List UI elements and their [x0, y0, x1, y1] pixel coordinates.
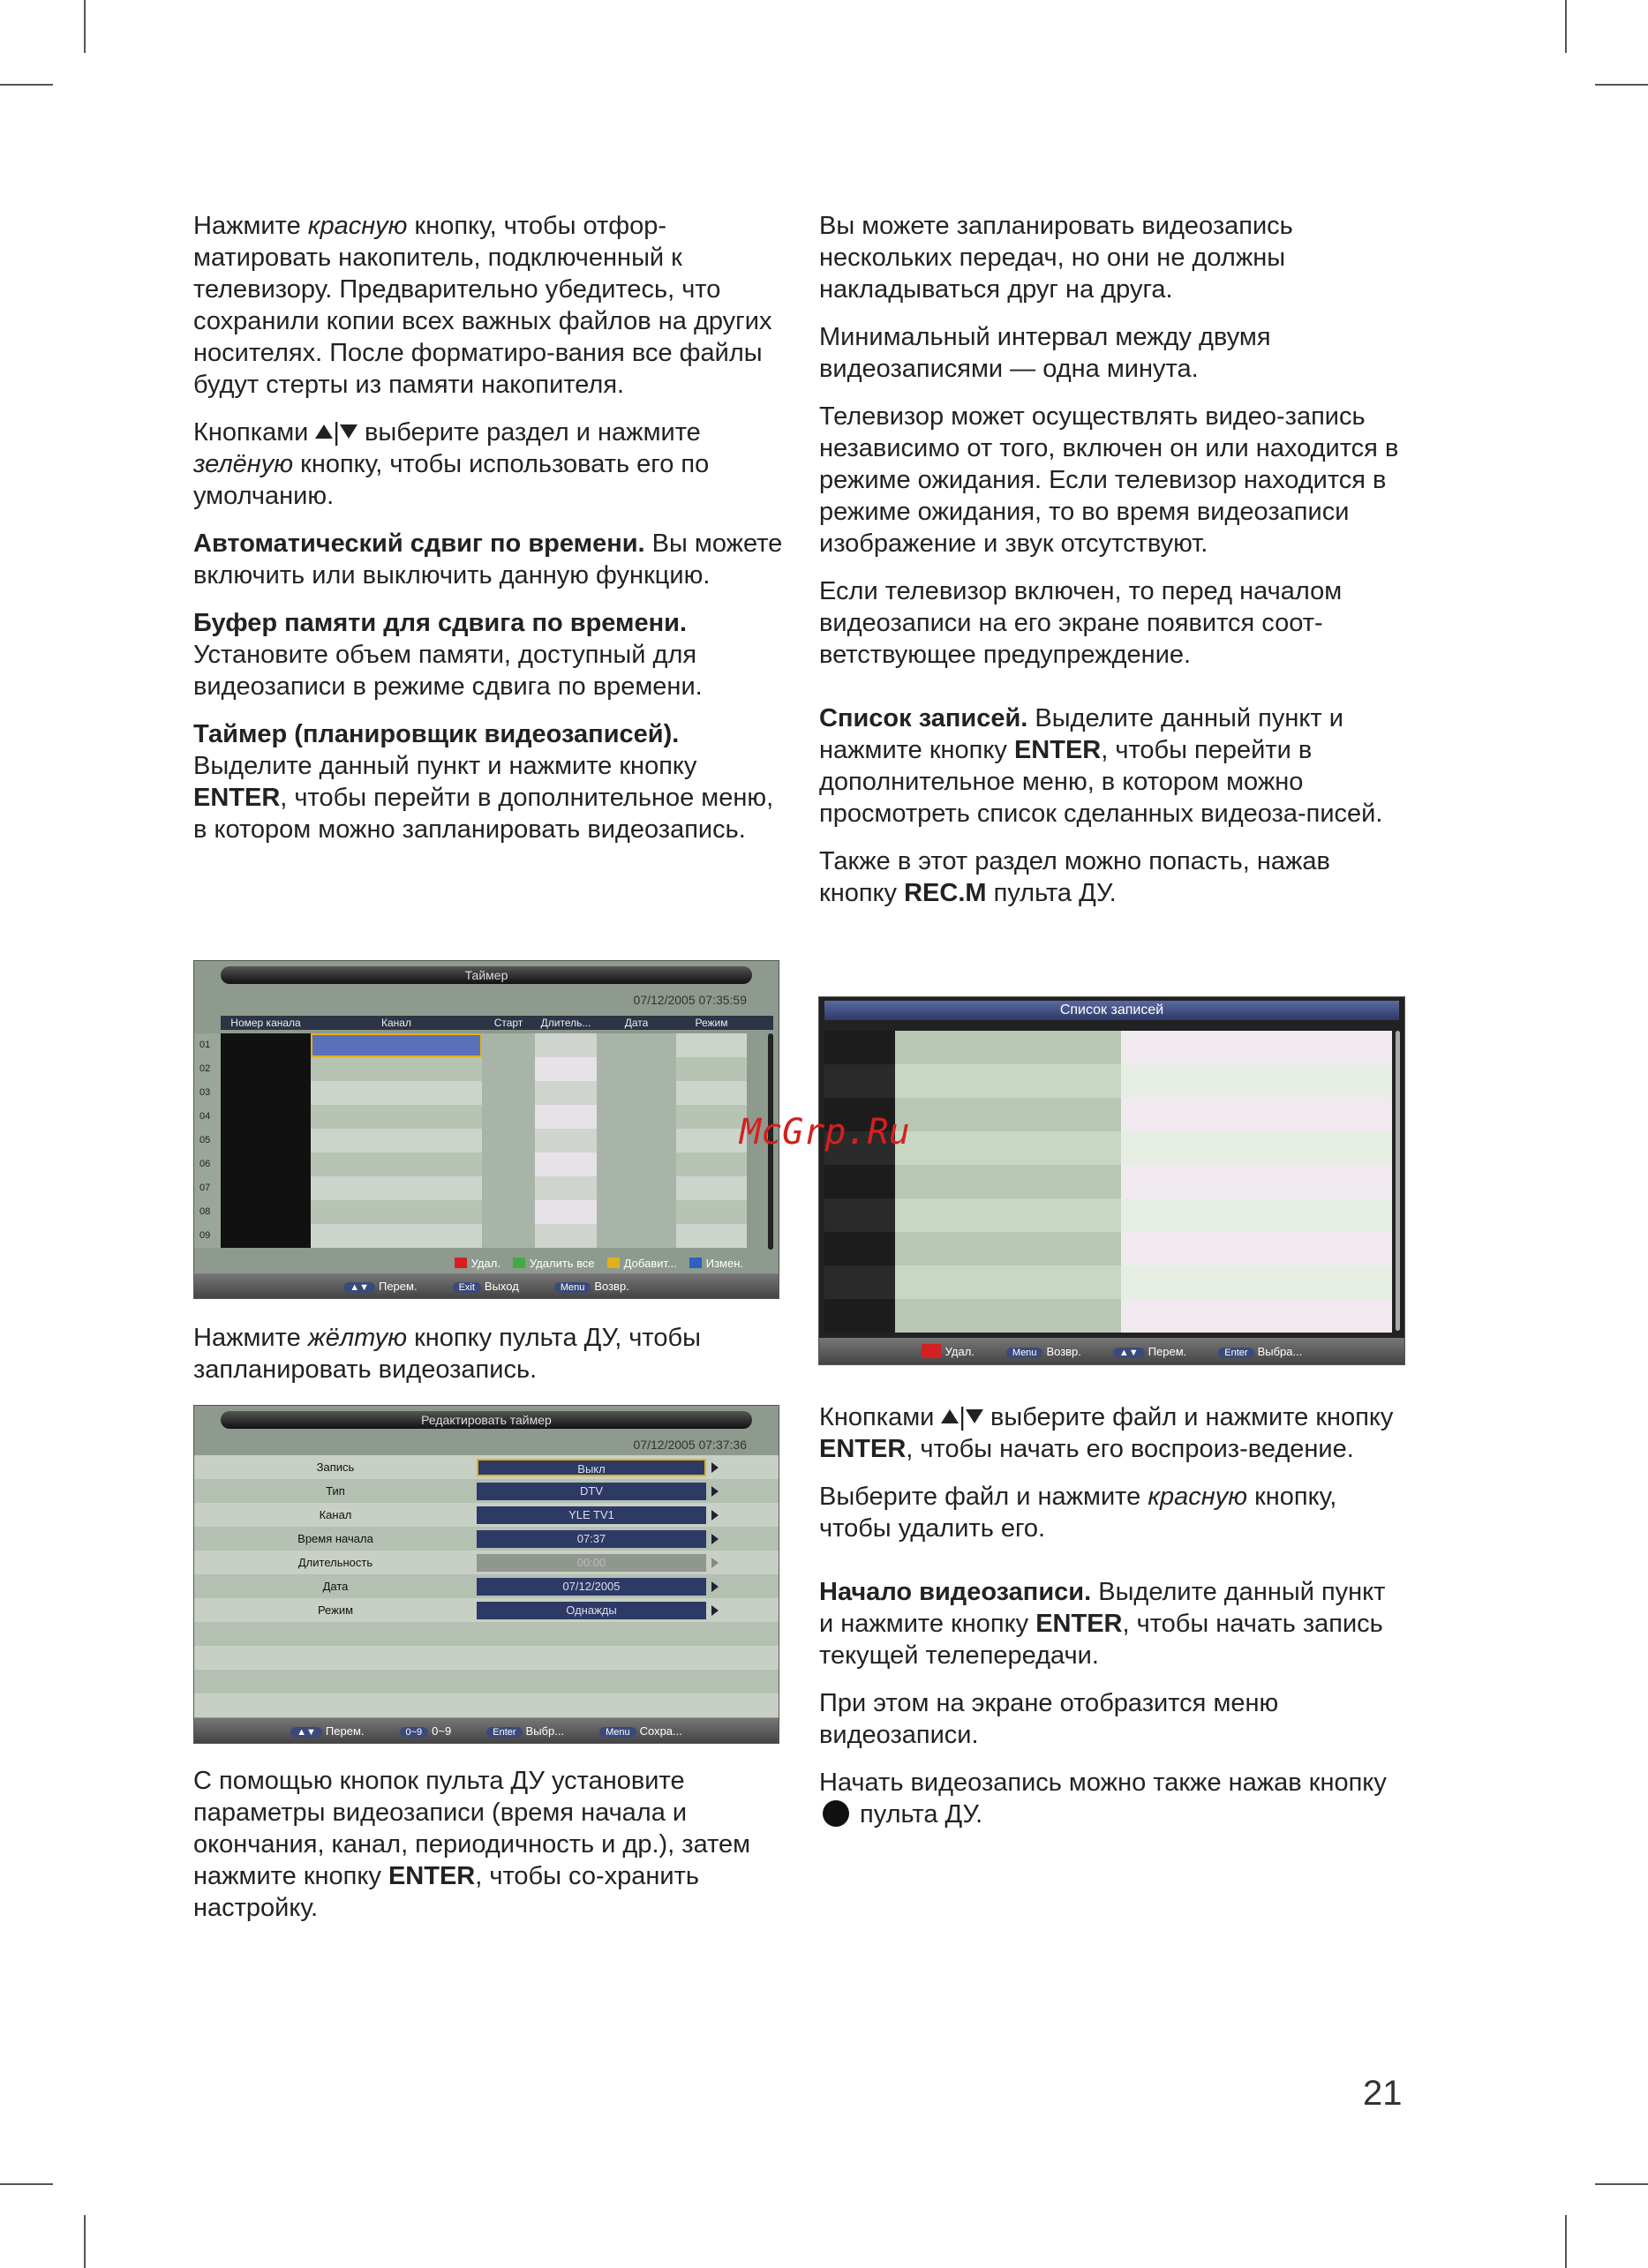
table-cell	[482, 1129, 535, 1153]
field-value[interactable]: 07/12/2005	[477, 1578, 706, 1596]
crop-mark	[84, 0, 86, 53]
paragraph-timeshift: Автоматический сдвиг по времени. Вы можете включить или выключить данную функцию.	[193, 529, 783, 590]
crop-mark	[1565, 2215, 1567, 2268]
chevron-right-icon[interactable]	[711, 1510, 719, 1521]
table-cell	[535, 1057, 597, 1081]
table-cell	[597, 1224, 676, 1248]
list-item[interactable]	[824, 1031, 1392, 1064]
list-cell-index	[824, 1232, 895, 1265]
list-cell-name	[895, 1031, 1121, 1064]
table-cell	[597, 1176, 676, 1200]
table-cell	[597, 1153, 676, 1176]
table-cell	[311, 1057, 482, 1081]
field-label: Режим	[317, 1603, 354, 1617]
table-cell	[482, 1033, 535, 1057]
field-label: Дата	[322, 1580, 349, 1593]
field-label: Тип	[326, 1484, 345, 1498]
row-number: 06	[194, 1153, 221, 1176]
list-cell-info	[1121, 1131, 1392, 1165]
legend-item[interactable]: Удал.	[455, 1257, 500, 1270]
list-cell-info	[1121, 1198, 1392, 1232]
table-cell	[535, 1129, 597, 1153]
field-label: Длительность	[297, 1556, 373, 1569]
chevron-right-icon[interactable]	[711, 1534, 719, 1544]
field-label: Запись	[316, 1461, 355, 1474]
table-cell	[311, 1033, 482, 1057]
table-cell	[535, 1081, 597, 1105]
edit-timer-screenshot	[193, 1405, 779, 1744]
column-header: Дата	[624, 1017, 649, 1029]
paragraph-multiple: Вы можете запланировать видеозапись нескольких передач, но они не должны накладываться друг на друга.	[819, 212, 1293, 304]
paragraph-standby: Телевизор может осуществлять видео-запись независимо от того, включен он или находится в режиме ожидания. Если телевизор находится в режиме ожидания, то во время видеозаписи изображение и звук отсутствуют.	[819, 402, 1399, 558]
paragraph-warning: Если телевизор включен, то перед началом видеозаписи на его экране появится соот-ветствующее предупреждение.	[819, 577, 1343, 669]
paragraph-buffer: Буфер памяти для сдвига по времени. Установите объем памяти, доступный для видеозаписи в режиме сдвига по времени.	[193, 609, 703, 701]
list-item[interactable]	[824, 1165, 1392, 1198]
table-cell	[535, 1153, 597, 1176]
edit-datetime: 07/12/2005 07:37:36	[633, 1438, 747, 1452]
list-item[interactable]	[824, 1198, 1392, 1232]
list-cell-index	[824, 1031, 895, 1064]
table-cell	[597, 1200, 676, 1224]
table-cell	[535, 1176, 597, 1200]
table-cell	[482, 1224, 535, 1248]
crop-mark	[0, 84, 53, 86]
edit-field-row[interactable]	[194, 1455, 779, 1479]
timer-header-row	[221, 1016, 773, 1030]
legend-item[interactable]: Измен.	[689, 1257, 743, 1270]
list-cell-name	[895, 1299, 1121, 1333]
table-cell	[676, 1224, 747, 1248]
timer-row[interactable]	[194, 1129, 766, 1153]
table-cell	[482, 1105, 535, 1129]
table-cell	[676, 1057, 747, 1081]
list-cell-name	[895, 1232, 1121, 1265]
list-cell-index	[824, 1265, 895, 1299]
table-cell	[535, 1224, 597, 1248]
edit-field-row[interactable]	[194, 1503, 779, 1527]
row-number: 01	[194, 1033, 221, 1057]
left-column	[193, 210, 785, 861]
field-value[interactable]: DTV	[477, 1483, 706, 1500]
column-header: Старт	[493, 1017, 523, 1029]
list-item[interactable]	[824, 1265, 1392, 1299]
crop-mark	[84, 2215, 86, 2268]
edit-field-row[interactable]	[194, 1527, 779, 1551]
list-rows	[824, 1031, 1392, 1333]
watermark: McGrp.Ru	[740, 1112, 910, 1153]
list-cell-name	[895, 1198, 1121, 1232]
right-column	[819, 210, 1402, 925]
edit-field-row[interactable]	[194, 1551, 779, 1574]
timer-row[interactable]	[194, 1057, 766, 1081]
left-column-bottom	[193, 1765, 785, 1940]
arrow-down-icon	[340, 424, 357, 439]
paragraph-yellow: Нажмите жёлтую кнопку пульта ДУ, чтобы запланировать видеозапись.	[193, 1324, 701, 1384]
paragraph-params: С помощью кнопок пульта ДУ установите параметры видеозаписи (время начала и окончания, канал, периодичность и др.), затем нажмите кнопку ENTER, чтобы со-хранить настройку.	[193, 1767, 751, 1922]
field-value[interactable]: 00:00	[477, 1554, 706, 1572]
table-cell	[221, 1081, 311, 1105]
timer-legend	[455, 1257, 743, 1270]
table-cell	[482, 1081, 535, 1105]
table-cell	[676, 1176, 747, 1200]
arrow-up-icon	[315, 424, 333, 439]
table-cell	[482, 1153, 535, 1176]
list-cell-index	[824, 1299, 895, 1333]
list-scrollbar[interactable]	[1396, 1031, 1400, 1331]
nav-item[interactable]: Enter Выбра...	[1218, 1345, 1302, 1358]
paragraph-interval: Минимальный интервал между двумя видеозаписями — одна минута.	[819, 323, 1271, 383]
crop-mark	[1565, 0, 1567, 53]
table-cell	[676, 1105, 747, 1129]
column-header: Длитель...	[540, 1017, 591, 1029]
list-cell-name	[895, 1165, 1121, 1198]
table-cell	[597, 1033, 676, 1057]
list-item[interactable]	[824, 1064, 1392, 1098]
table-cell	[676, 1153, 747, 1176]
nav-item[interactable]: ▲▼ Перем.	[290, 1724, 364, 1738]
row-number: 04	[194, 1105, 221, 1129]
table-cell	[676, 1033, 747, 1057]
table-cell	[482, 1057, 535, 1081]
edit-field-row[interactable]	[194, 1574, 779, 1598]
table-cell	[221, 1033, 311, 1057]
timer-row[interactable]	[194, 1105, 766, 1129]
list-cell-index	[824, 1064, 895, 1098]
timer-row[interactable]	[194, 1153, 766, 1176]
list-cell-name	[895, 1098, 1121, 1131]
timer-navbar	[194, 1273, 779, 1298]
timer-row[interactable]	[194, 1224, 766, 1248]
timer-screenshot	[193, 960, 779, 1299]
list-cell-info	[1121, 1098, 1392, 1131]
page-number: 21	[1363, 2074, 1403, 2113]
chevron-right-icon[interactable]	[711, 1462, 719, 1473]
list-cell-name	[895, 1064, 1121, 1098]
table-cell	[311, 1153, 482, 1176]
list-cell-info	[1121, 1165, 1392, 1198]
edit-field-row[interactable]	[194, 1598, 779, 1622]
table-cell	[311, 1176, 482, 1200]
nav-item[interactable]: Enter Выбр...	[486, 1724, 564, 1738]
field-value[interactable]: Однажды	[477, 1602, 706, 1619]
paragraph-recm: Также в этот раздел можно попасть, нажав кнопку REC.M пульта ДУ.	[819, 847, 1330, 907]
list-cell-name	[895, 1265, 1121, 1299]
table-cell	[676, 1200, 747, 1224]
chevron-right-icon[interactable]	[711, 1558, 719, 1568]
row-number: 09	[194, 1224, 221, 1248]
column-header: Режим	[695, 1017, 728, 1029]
paragraph-select-default: Кнопками | выберите раздел и нажмите зелёную кнопку, чтобы использовать его по умолчанию.	[193, 418, 710, 510]
table-cell	[311, 1081, 482, 1105]
crop-mark	[1595, 2183, 1648, 2185]
list-cell-info	[1121, 1031, 1392, 1064]
edit-navbar	[194, 1718, 779, 1743]
list-cell-name	[895, 1131, 1121, 1165]
column-header: Канал	[381, 1017, 411, 1029]
paragraph-delete: Выберите файл и нажмите красную кнопку, чтобы удалить его.	[819, 1483, 1337, 1543]
paragraph-record-menu: При этом на экране отобразится меню видеозаписи.	[819, 1689, 1279, 1749]
timer-row[interactable]	[194, 1200, 766, 1224]
list-navbar	[819, 1338, 1404, 1364]
table-cell	[311, 1105, 482, 1129]
list-title: Список записей	[824, 1001, 1399, 1020]
list-cell-info	[1121, 1299, 1392, 1333]
edit-rows	[194, 1455, 779, 1717]
field-label: Время начала	[297, 1532, 373, 1545]
list-cell-info	[1121, 1265, 1392, 1299]
row-number: 05	[194, 1129, 221, 1153]
table-cell	[221, 1200, 311, 1224]
edit-empty-row	[194, 1646, 779, 1670]
timer-datetime: 07/12/2005 07:35:59	[633, 993, 747, 1007]
field-label: Канал	[319, 1508, 352, 1521]
paragraph-record-button: Начать видеозапись можно также нажав кнопку пульта ДУ.	[819, 1769, 1387, 1829]
paragraph-play: Кнопками | выберите файл и нажмите кнопку ENTER, чтобы начать его воспроиз-ведение.	[819, 1403, 1394, 1463]
field-value[interactable]: YLE TV1	[477, 1506, 706, 1524]
legend-item[interactable]: Добавит...	[607, 1257, 677, 1270]
nav-item[interactable]: Menu Возвр.	[1006, 1345, 1081, 1358]
table-cell	[482, 1200, 535, 1224]
nav-item[interactable]: ▲▼ Перем.	[1113, 1345, 1186, 1358]
record-button-icon	[823, 1800, 849, 1827]
timer-row[interactable]	[194, 1081, 766, 1105]
chevron-right-icon[interactable]	[711, 1605, 719, 1616]
list-cell-info	[1121, 1064, 1392, 1098]
nav-item[interactable]: Exit Выход	[453, 1280, 519, 1293]
right-column-bottom	[819, 1401, 1402, 1846]
edit-empty-row	[194, 1693, 779, 1717]
table-cell	[535, 1105, 597, 1129]
paragraph-format: Нажмите красную кнопку, чтобы отфор-матировать накопитель, подключенный к телевизору. Предварительно убедитесь, что сохранили копии всех важных файлов на других носителях. После форматиро-вания все файлы будут стерты из памяти накопителя.	[193, 212, 772, 399]
table-cell	[221, 1057, 311, 1081]
table-cell	[311, 1200, 482, 1224]
field-value[interactable]: 07:37	[477, 1530, 706, 1548]
paragraph-timer: Таймер (планировщик видеозаписей). Выделите данный пункт и нажмите кнопку ENTER, чтобы перейти в дополнительное меню, в котором можно запланировать видеозапись.	[193, 720, 774, 844]
edit-title: Редактировать таймер	[221, 1411, 752, 1429]
nav-item[interactable]: Menu Сохра...	[599, 1724, 682, 1738]
table-cell	[311, 1129, 482, 1153]
arrow-down-icon	[966, 1409, 983, 1423]
table-cell	[535, 1033, 597, 1057]
timer-row[interactable]	[194, 1033, 766, 1057]
timer-row[interactable]	[194, 1176, 766, 1200]
table-cell	[597, 1081, 676, 1105]
list-cell-index	[824, 1198, 895, 1232]
crop-mark	[0, 2183, 53, 2185]
table-cell	[221, 1153, 311, 1176]
row-number: 02	[194, 1057, 221, 1081]
chevron-right-icon[interactable]	[711, 1581, 719, 1592]
row-number: 03	[194, 1081, 221, 1105]
row-number: 08	[194, 1200, 221, 1224]
timer-rows	[194, 1033, 766, 1248]
table-cell	[676, 1081, 747, 1105]
paragraph-start-record: Начало видеозаписи. Выделите данный пункт и нажмите кнопку ENTER, чтобы начать запись текущей телепередачи.	[819, 1578, 1386, 1670]
table-cell	[597, 1129, 676, 1153]
nav-item[interactable]: 0~9 0~9	[400, 1724, 452, 1738]
arrow-up-icon	[941, 1409, 959, 1423]
chevron-right-icon[interactable]	[711, 1486, 719, 1497]
table-cell	[676, 1129, 747, 1153]
record-list-screenshot	[818, 996, 1405, 1365]
timer-title: Таймер	[221, 966, 752, 984]
paragraph-record-list: Список записей. Выделите данный пункт и нажмите кнопку ENTER, чтобы перейти в дополнительное меню, в котором можно просмотреть список сделанных видеоза-писей.	[819, 704, 1383, 828]
list-item[interactable]	[824, 1299, 1392, 1333]
table-cell	[535, 1200, 597, 1224]
nav-item[interactable]: Удал.	[922, 1344, 975, 1358]
column-header: Номер канала	[230, 1017, 301, 1029]
legend-item[interactable]: Удалить все	[513, 1257, 595, 1270]
edit-empty-row	[194, 1622, 779, 1646]
list-item[interactable]	[824, 1232, 1392, 1265]
left-column-middle	[193, 1322, 785, 1401]
table-cell	[482, 1176, 535, 1200]
field-value[interactable]: Выкл	[477, 1459, 706, 1476]
list-cell-info	[1121, 1232, 1392, 1265]
nav-item[interactable]: Menu Возвр.	[554, 1280, 629, 1293]
table-cell	[221, 1176, 311, 1200]
table-cell	[221, 1105, 311, 1129]
row-number: 07	[194, 1176, 221, 1200]
table-cell	[221, 1129, 311, 1153]
table-cell	[221, 1224, 311, 1248]
crop-mark	[1595, 84, 1648, 86]
edit-empty-row	[194, 1670, 779, 1693]
nav-item[interactable]: ▲▼ Перем.	[343, 1280, 417, 1293]
table-cell	[311, 1224, 482, 1248]
edit-field-row[interactable]	[194, 1479, 779, 1503]
table-cell	[597, 1105, 676, 1129]
table-cell	[597, 1057, 676, 1081]
list-cell-index	[824, 1165, 895, 1198]
